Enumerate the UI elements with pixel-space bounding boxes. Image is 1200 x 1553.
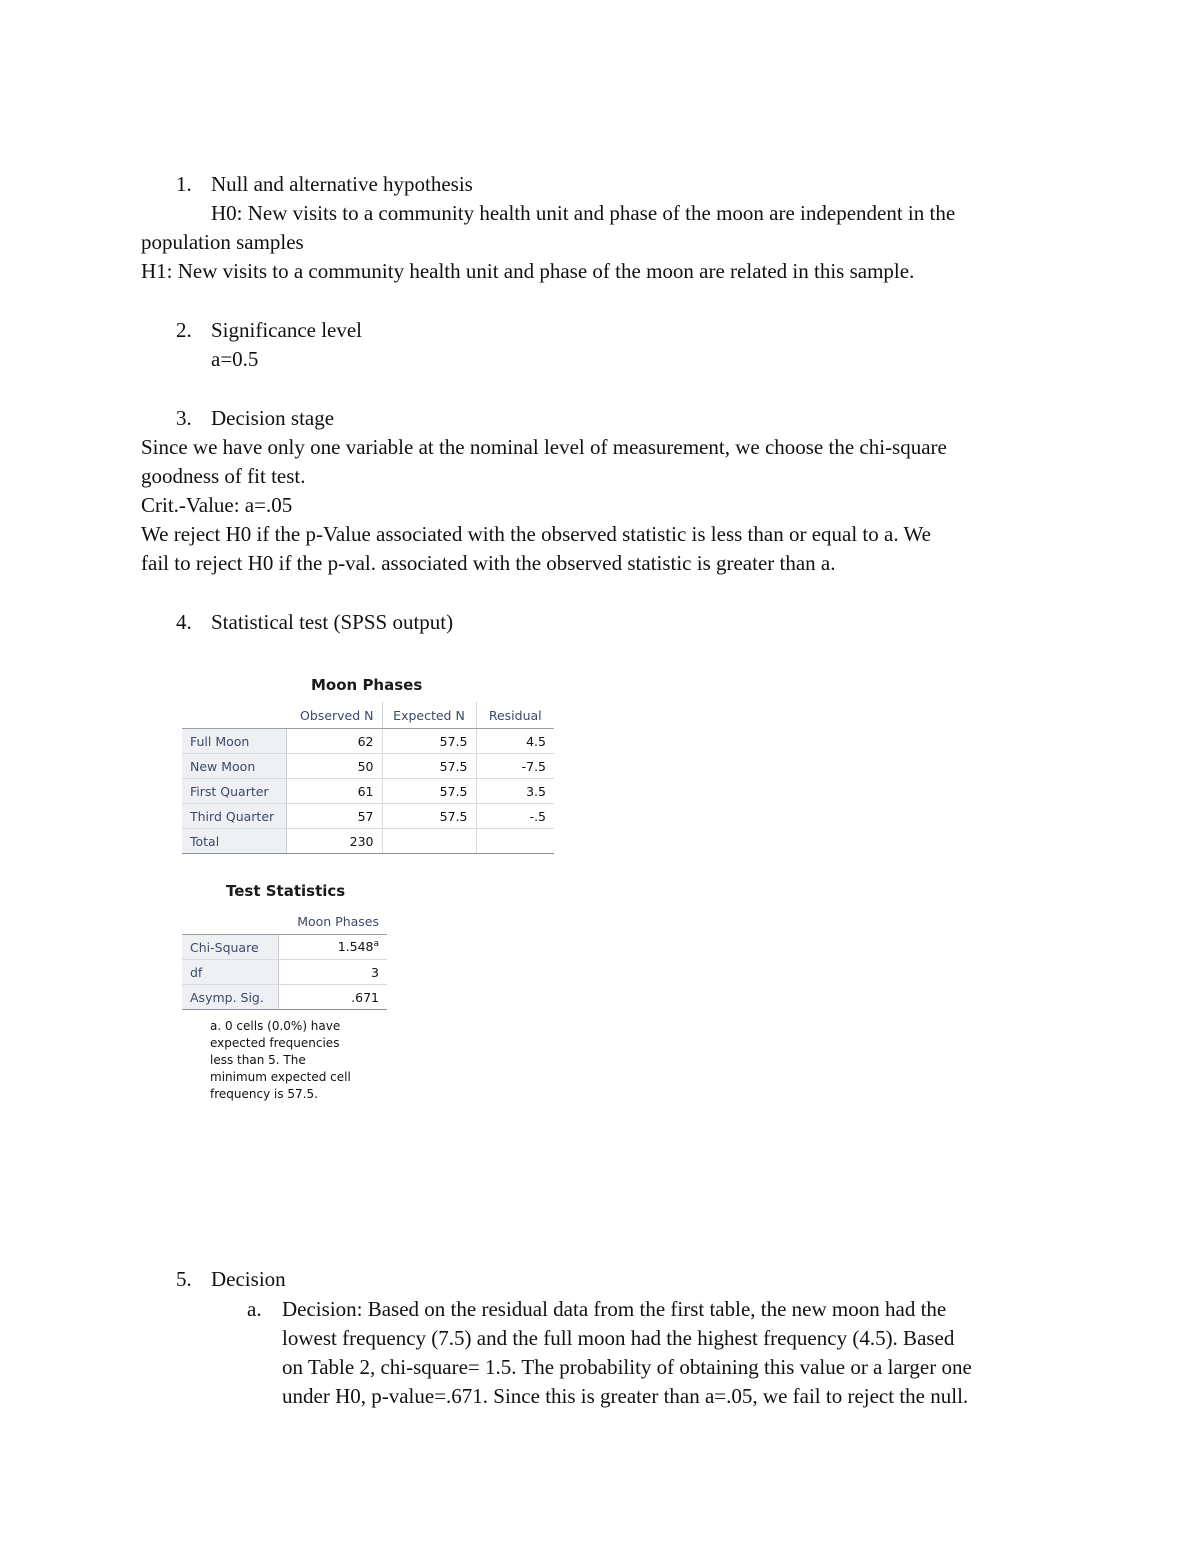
stat-value: 3 bbox=[371, 964, 379, 980]
table-row bbox=[182, 754, 554, 779]
stat-value-cell bbox=[278, 985, 387, 1010]
conclusion-line-2: lowest frequency (7.5) and the full moon had the highest frequency (4.5). Based bbox=[282, 1326, 955, 1350]
section-3-number: 3. bbox=[176, 406, 192, 430]
stat-value-cell bbox=[278, 960, 387, 985]
stats-table-header: Moon Phases bbox=[278, 908, 387, 935]
critical-value: Crit.-Value: a=.05 bbox=[141, 493, 293, 517]
moon-table-corner bbox=[182, 702, 286, 729]
observed-cell: 50 bbox=[286, 754, 382, 779]
conclusion-line-3: on Table 2, chi-square= 1.5. The probability of obtaining this value or a larger one bbox=[282, 1355, 972, 1379]
significance-value: a=0.5 bbox=[211, 347, 259, 371]
expected-cell: 57.5 bbox=[382, 729, 476, 754]
moon-phases-table bbox=[182, 702, 554, 854]
section-1-heading: Null and alternative hypothesis bbox=[211, 172, 473, 196]
stats-table-title: Test Statistics bbox=[226, 882, 346, 900]
row-label: Chi-Square bbox=[182, 935, 278, 960]
section-5-number: 5. bbox=[176, 1267, 192, 1291]
residual-cell: 3.5 bbox=[476, 779, 554, 804]
table-row bbox=[182, 729, 554, 754]
stats-footnote: a. 0 cells (0.0%) have expected frequencies less than 5. The minimum expected cell frequency is 57.5. bbox=[210, 1019, 351, 1101]
table-row bbox=[182, 829, 554, 854]
footnote-marker: a bbox=[373, 939, 379, 950]
row-label: Asymp. Sig. bbox=[182, 985, 278, 1010]
expected-cell: 57.5 bbox=[382, 804, 476, 829]
decision-paragraph-1-line-2: goodness of fit test. bbox=[141, 464, 306, 488]
table-row bbox=[182, 985, 387, 1010]
table-row bbox=[182, 779, 554, 804]
row-label: New Moon bbox=[182, 754, 286, 779]
section-3-heading: Decision stage bbox=[211, 406, 335, 430]
table-row bbox=[182, 960, 387, 985]
conclusion-line-1: Decision: Based on the residual data from the first table, the new moon had the bbox=[282, 1297, 947, 1321]
sub-item-letter: a. bbox=[247, 1297, 262, 1321]
moon-table-header-residual: Residual bbox=[476, 702, 554, 729]
row-label: Full Moon bbox=[182, 729, 286, 754]
test-statistics-table bbox=[182, 908, 387, 1010]
conclusion-line-4: under H0, p-value=.671. Since this is greater than a=.05, we fail to reject the null. bbox=[282, 1384, 969, 1408]
section-2-heading: Significance level bbox=[211, 318, 363, 342]
residual-cell: 4.5 bbox=[476, 729, 554, 754]
moon-table-header-observed: Observed N bbox=[286, 702, 382, 729]
expected-cell: 57.5 bbox=[382, 779, 476, 804]
section-2-number: 2. bbox=[176, 318, 192, 342]
stat-value: 1.548 bbox=[337, 939, 374, 955]
decision-paragraph-2-line-2: fail to reject H0 if the p-val. associated with the observed statistic is greater than a. bbox=[141, 551, 836, 575]
h0-line-1: H0: New visits to a community health unit and phase of the moon are independent in the bbox=[211, 201, 956, 225]
residual-cell bbox=[476, 829, 554, 854]
observed-cell: 62 bbox=[286, 729, 382, 754]
moon-table-header-expected: Expected N bbox=[382, 702, 476, 729]
residual-cell: -.5 bbox=[476, 804, 554, 829]
observed-cell: 57 bbox=[286, 804, 382, 829]
row-label: Total bbox=[182, 829, 286, 854]
decision-paragraph-2-line-1: We reject H0 if the p-Value associated with the observed statistic is less than or equal to a. We bbox=[141, 522, 931, 546]
stats-table-corner bbox=[182, 908, 278, 935]
section-4-heading: Statistical test (SPSS output) bbox=[211, 610, 454, 634]
row-label: df bbox=[182, 960, 278, 985]
table-row bbox=[182, 804, 554, 829]
row-label: First Quarter bbox=[182, 779, 286, 804]
expected-cell bbox=[382, 829, 476, 854]
section-5-heading: Decision bbox=[211, 1267, 286, 1291]
row-label: Third Quarter bbox=[182, 804, 286, 829]
section-1-number: 1. bbox=[176, 172, 192, 196]
moon-table-title: Moon Phases bbox=[311, 676, 423, 694]
table-row bbox=[182, 935, 387, 960]
observed-cell: 61 bbox=[286, 779, 382, 804]
h1-line: H1: New visits to a community health unit and phase of the moon are related in this sample. bbox=[141, 259, 915, 283]
observed-cell: 230 bbox=[286, 829, 382, 854]
section-4-number: 4. bbox=[176, 610, 192, 634]
h0-line-2: population samples bbox=[141, 230, 304, 254]
residual-cell: -7.5 bbox=[476, 754, 554, 779]
expected-cell: 57.5 bbox=[382, 754, 476, 779]
stat-value: .671 bbox=[351, 989, 379, 1005]
stat-value-cell bbox=[278, 935, 387, 960]
decision-paragraph-1-line-1: Since we have only one variable at the nominal level of measurement, we choose the chi-square bbox=[141, 435, 947, 459]
